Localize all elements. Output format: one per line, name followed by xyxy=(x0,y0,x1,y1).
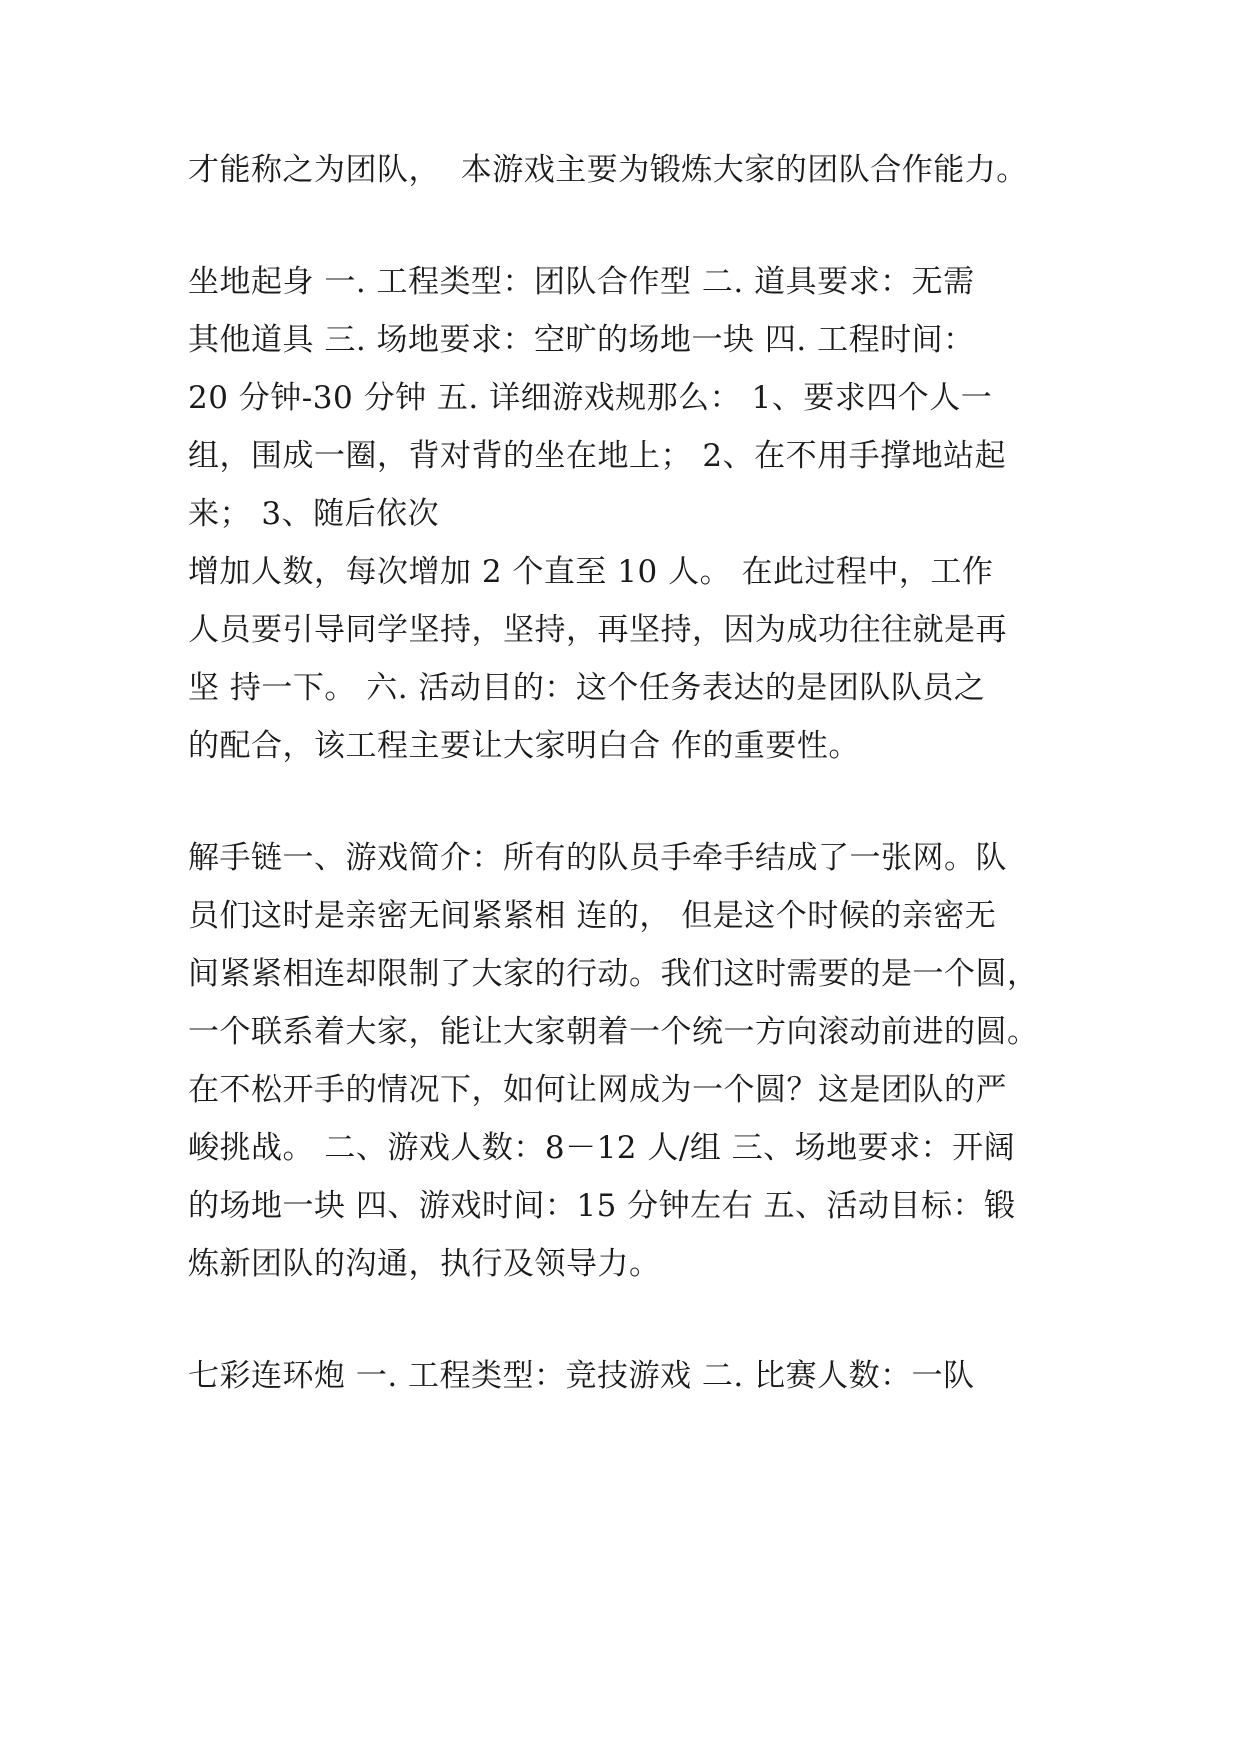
text-line: 七彩连环炮 一. 工程类型：竞技游戏 二. 比赛人数：一队 xyxy=(188,1358,975,1394)
text-line: 的配合，该工程主要让大家明白合 作的重要性。 xyxy=(188,728,860,764)
text-line: 人员要引导同学坚持，坚持，再坚持，因为成功往往就是再 xyxy=(188,612,1007,648)
text-line: 坐地起身 一. 工程类型：团队合作型 二. 道具要求：无需 xyxy=(188,264,975,300)
text-line: 炼新团队的沟通，执行及领导力。 xyxy=(188,1246,661,1282)
text-line: 的场地一块 四、游戏时间：15 分钟左右 五、活动目标：锻 xyxy=(188,1188,1016,1224)
text-line: 间紧紧相连却限制了大家的行动。我们这时需要的是一个圆， xyxy=(188,956,1039,992)
text-line: 坚 持一下。 六. 活动目的：这个任务表达的是团队队员之 xyxy=(188,670,986,706)
text-line: 员们这时是亲密无间紧紧相 连的， 但是这个时候的亲密无 xyxy=(188,898,997,934)
text-line: 才能称之为团队， 本游戏主要为锻炼大家的团队合作能力。 xyxy=(188,152,1028,188)
text-line: 一个联系着大家，能让大家朝着一个统一方向滚动前进的圆。 xyxy=(188,1014,1039,1050)
text-line: 组，围成一圈，背对背的坐在地上； 2、在不用手撑地站起 xyxy=(188,438,1007,474)
text-line: 来； 3、随后依次 xyxy=(188,496,440,532)
text-line: 20 分钟-30 分钟 五. 详细游戏规那么： 1、要求四个人一 xyxy=(188,380,993,416)
text-line: 在不松开手的情况下，如何让网成为一个圆？这是团队的严 xyxy=(188,1072,1007,1108)
text-line: 增加人数，每次增加 2 个直至 10 人。 在此过程中，工作 xyxy=(188,554,994,590)
text-line: 解手链一、游戏简介：所有的队员手牵手结成了一张网。队 xyxy=(188,840,1007,876)
text-line: 其他道具 三. 场地要求：空旷的场地一块 四. 工程时间： xyxy=(188,322,975,358)
text-line: 峻挑战。 二、游戏人数：8－12 人/组 三、场地要求：开阔 xyxy=(188,1130,1016,1166)
